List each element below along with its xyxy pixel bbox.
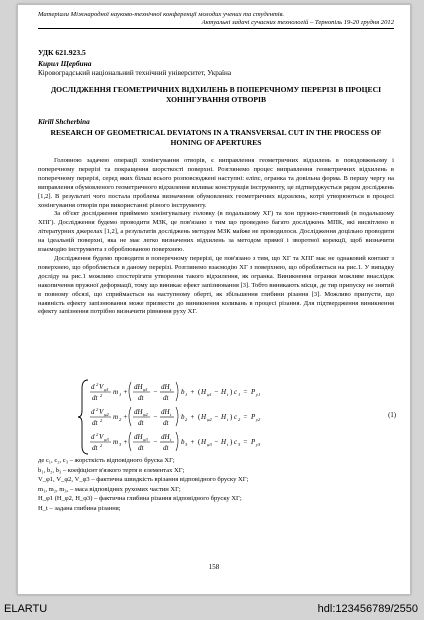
svg-text:c: c xyxy=(234,438,238,446)
svg-text:): ) xyxy=(230,413,233,421)
title-en: RESEARCH OF GEOMETRICAL DEVIATONS IN A TRANSVERSAL CUT IN THE PROCESS OF HONING OF APERTURES xyxy=(50,128,382,147)
svg-text:φ1: φ1 xyxy=(143,387,148,392)
equation-system xyxy=(78,378,398,456)
svg-text:dt: dt xyxy=(92,444,98,452)
svg-text:1: 1 xyxy=(185,392,188,397)
svg-text:c: c xyxy=(234,388,238,396)
svg-text:dH: dH xyxy=(134,408,143,416)
svg-text:m: m xyxy=(113,388,119,396)
svg-text:2: 2 xyxy=(96,382,99,387)
affiliation: Кіровоградський національний технічний університет, Україна xyxy=(38,69,232,77)
svg-text:t: t xyxy=(170,437,172,442)
svg-text:dH: dH xyxy=(161,433,170,441)
svg-text:2: 2 xyxy=(119,417,122,422)
svg-text:=: = xyxy=(243,413,248,421)
conference-header xyxy=(38,11,394,29)
author-ua: Кирил Щербина xyxy=(38,59,92,68)
body-text xyxy=(38,157,394,317)
svg-text:+: + xyxy=(190,438,195,446)
title-ua: ДОСЛІДЖЕННЯ ГЕОМЕТРИЧНИХ ВІДХИЛЕНЬ В ПОПЕРЕЧНОМУ ПЕРЕРІЗІ В ПРОЦЕСІ ХОНІНГУВАННЯ ОТВОРІВ xyxy=(50,85,382,104)
svg-text:H: H xyxy=(201,438,207,446)
svg-text:P: P xyxy=(251,388,256,396)
svg-text:+: + xyxy=(123,388,128,396)
svg-text:dH: dH xyxy=(161,383,170,391)
svg-text:2: 2 xyxy=(100,393,103,398)
svg-text:d: d xyxy=(91,408,95,416)
svg-text:−: − xyxy=(153,438,158,446)
svg-text:t: t xyxy=(170,412,172,417)
svg-text:P: P xyxy=(251,413,256,421)
equation-svg xyxy=(78,378,398,456)
header-line-2: Актуальні задачі сучасних технологій – Тернопіль 19-20 грудня 2012 xyxy=(38,19,394,29)
svg-text:+: + xyxy=(123,413,128,421)
svg-text:V: V xyxy=(99,433,104,441)
definition-item: H_t – задана глибина різання; xyxy=(38,504,121,512)
svg-text:dt: dt xyxy=(138,394,144,402)
svg-text:+: + xyxy=(190,413,195,421)
svg-text:2: 2 xyxy=(100,443,103,448)
svg-text:φ3: φ3 xyxy=(207,442,212,447)
author-en: Kirill Shcherbina xyxy=(38,118,90,126)
svg-text:φ1: φ1 xyxy=(207,392,212,397)
svg-text:2: 2 xyxy=(238,417,241,422)
svg-text:3: 3 xyxy=(185,442,188,447)
svg-text:3: 3 xyxy=(238,442,241,447)
definition-item: V_φ1, V_φ2, V_φ3 – фактична швидкість врізання відповідного бруску ХГ; xyxy=(38,476,249,484)
svg-text:2: 2 xyxy=(96,432,99,437)
handle-id: hdl:123456789/2550 xyxy=(317,603,418,615)
svg-text:1: 1 xyxy=(238,392,241,397)
svg-text:): ) xyxy=(230,388,233,396)
svg-text:H: H xyxy=(221,388,227,396)
svg-text:H: H xyxy=(221,438,227,446)
svg-text:dH: dH xyxy=(161,408,170,416)
svg-text:dH: dH xyxy=(134,433,143,441)
svg-text:φ3: φ3 xyxy=(104,437,109,442)
definition-item: b₁, b₂, b₃ – коефіцієнт в'язкого тертя в елементах ХГ; xyxy=(38,466,185,474)
svg-text:m: m xyxy=(113,438,119,446)
svg-text:φ1: φ1 xyxy=(104,387,109,392)
svg-text:3: 3 xyxy=(119,442,122,447)
svg-text:b: b xyxy=(181,388,185,396)
svg-text:2: 2 xyxy=(100,418,103,423)
svg-text:d: d xyxy=(91,383,95,391)
svg-text:t: t xyxy=(170,387,172,392)
equation-number: (1) xyxy=(388,412,396,419)
svg-text:H: H xyxy=(201,388,207,396)
svg-text:b: b xyxy=(181,413,185,421)
svg-text:y3: y3 xyxy=(256,442,261,447)
definition-item: H_φ1 (H_φ2, H_φ3) – фактична глибина різання відповідного бруску ХГ; xyxy=(38,495,242,503)
definitions-list xyxy=(38,456,394,514)
svg-text:+: + xyxy=(190,388,195,396)
svg-text:φ2: φ2 xyxy=(207,417,212,422)
svg-text:φ3: φ3 xyxy=(143,437,148,442)
svg-text:b: b xyxy=(181,438,185,446)
definition-item: m₁, m₂, m₃, – маса відповідних рухомих частин ХГ; xyxy=(38,485,181,493)
svg-text:dt: dt xyxy=(92,419,98,427)
svg-text:t: t xyxy=(227,392,229,397)
svg-text:V: V xyxy=(99,408,104,416)
svg-text:−: − xyxy=(214,388,219,396)
equation-row-2 xyxy=(90,407,261,427)
svg-text:H: H xyxy=(221,413,227,421)
svg-text:dH: dH xyxy=(134,383,143,391)
udc-code: УДК 621.923.5 xyxy=(38,48,86,57)
svg-text:d: d xyxy=(91,433,95,441)
repository-footer xyxy=(0,600,424,620)
paragraph-1: Головною задачею операції хонінгування отворів, є виправлення геометричних відхилень в повздовжньому і поперечному перерізі та покращення шорсткості поверхні. Розглянемо процес виправлення геометричних відхилень в поперечному перерізі, серед яких більш всього розповсюджені наступні: еліпс, огранка та довільна форма. В першу чергу на виправлення обумовленого геометричного відхилення впливає конструкція інструменту, це підтверджується рядом досліджень [1,2]. В результаті чого постала проблема визначення обумовлених геометричних відхилень, котрі утворюються в процесі хонінгування отворів при використанні різного інструменту. xyxy=(38,157,394,209)
svg-text:dt: dt xyxy=(138,444,144,452)
svg-text:dt: dt xyxy=(163,419,169,427)
svg-text:m: m xyxy=(113,413,119,421)
svg-text:dt: dt xyxy=(163,444,169,452)
svg-text:2: 2 xyxy=(96,407,99,412)
equation-row-1 xyxy=(90,382,260,402)
svg-text:(: ( xyxy=(198,413,201,421)
svg-text:y1: y1 xyxy=(256,392,261,397)
svg-text:(: ( xyxy=(198,438,201,446)
paper-page xyxy=(17,4,411,595)
equation-row-3 xyxy=(90,432,261,452)
page-number: 158 xyxy=(208,563,220,571)
svg-text:P: P xyxy=(251,438,256,446)
svg-text:+: + xyxy=(123,438,128,446)
svg-text:1: 1 xyxy=(119,392,122,397)
svg-text:−: − xyxy=(153,413,158,421)
svg-text:y2: y2 xyxy=(256,417,261,422)
svg-text:V: V xyxy=(99,383,104,391)
repository-name: ELARTU xyxy=(4,603,48,615)
svg-text:t: t xyxy=(227,442,229,447)
svg-text:c: c xyxy=(234,413,238,421)
definition-item: де c₁, c₂, c₃ – жорсткість відповідного бруска ХГ; xyxy=(38,457,175,464)
svg-text:dt: dt xyxy=(138,419,144,427)
svg-text:): ) xyxy=(230,438,233,446)
svg-text:φ2: φ2 xyxy=(104,412,109,417)
svg-text:2: 2 xyxy=(185,417,188,422)
svg-text:=: = xyxy=(243,388,248,396)
svg-text:H: H xyxy=(201,413,207,421)
paragraph-2: За об'єкт дослідження приймемо хонінгувальну головку (в подальшому ХГ) та хон пружно-гвинтовий (в подальшому ХПГ). Дослідження будемо проводити МЗК, це пов'язано з тим що проведено багато досліджень МПК, які висвітлено в літературних джерелах [1,2], а результатів досліджень методом МЗК майже не проводилося. Дослідження доцільно проводити на ідеальній поверхні, яка не має легко визначених відхилень за методом прямої і зворотної корекції, щоб визначити взаємодію інструмента з оброблюваною поверхнею. xyxy=(38,210,394,254)
svg-text:dt: dt xyxy=(163,394,169,402)
svg-text:−: − xyxy=(153,388,158,396)
svg-text:φ2: φ2 xyxy=(143,412,148,417)
header-line-1: Матеріали Міжнародної науково-технічної конференції молодих учених та студентів. xyxy=(38,11,285,18)
svg-text:t: t xyxy=(227,417,229,422)
svg-text:dt: dt xyxy=(92,394,98,402)
svg-text:=: = xyxy=(243,438,248,446)
paragraph-3: Дослідження будемо проводити в поперечному перерізі, це пов'язано з тим, що ХГ та ХПГ має не однаковий контакт з поверхнею, що обробляється в даному перерізі. Розглянемо взаємодію ХГ з поверхнею, що обробляється на рис.1. У випадку досліду на рис.1 можливо спостерігати утворення такого відхилення, як огранка. Виникнення огранки можливе внаслідок накопичення пружної деформації, тому що виникає ефект запізнювання [3]. Тобто виникають місця, де тир припуску не знятий в повному обсязі, що сприймається на наступному оберті, як збільшення глибини різання [3]. Можливо припусти, що наявність ефекту запізнювання може призвести до виникнення коливань в процесі різання. Для підтвердження виникнення ефекту запізнення потрібно визначити рівняння руху ХГ. xyxy=(38,254,394,316)
svg-text:(: ( xyxy=(198,388,201,396)
svg-text:−: − xyxy=(214,438,219,446)
svg-text:−: − xyxy=(214,413,219,421)
